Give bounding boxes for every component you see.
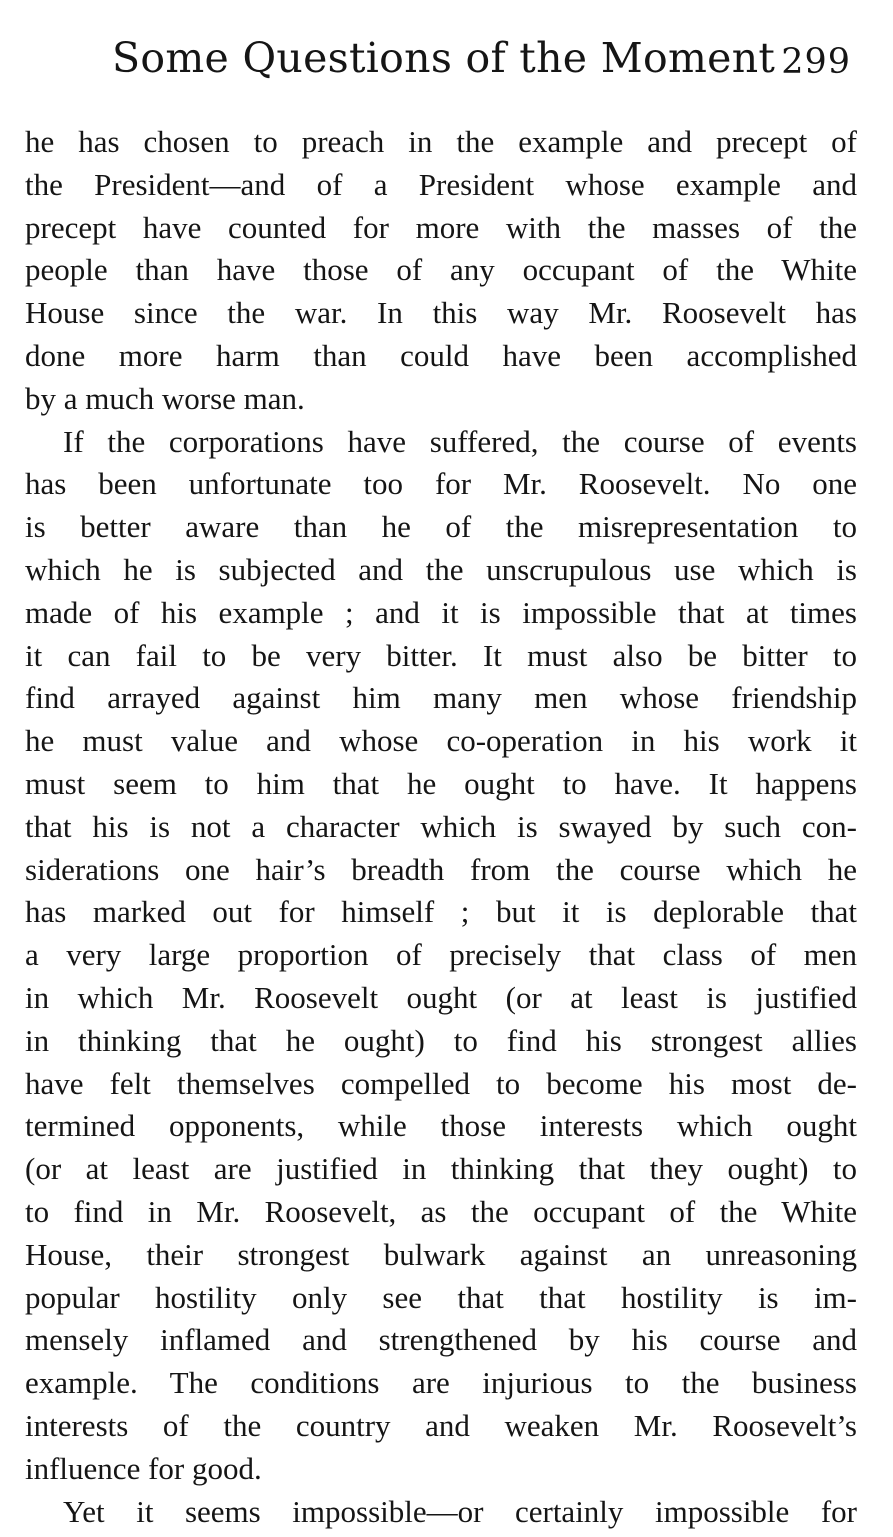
page-number: 299: [781, 42, 851, 82]
running-head: [112, 30, 857, 86]
text-line: it can fail to be very bitter. It must also be bitter to: [25, 637, 857, 673]
text-line: House since the war. In this way Mr. Roosevelt has: [25, 295, 857, 331]
text-line: mensely inflamed and strengthened by his course and: [25, 1322, 857, 1358]
text-line: in thinking that he ought) to find his strongest allies: [25, 1022, 857, 1058]
text-line: must seem to him that he ought to have. It happens: [25, 765, 857, 801]
text-line: by a much worse man.: [25, 380, 305, 416]
text-line: Yet it seems impossible—or certainly impossible for: [63, 1493, 857, 1529]
text-line: (or at least are justified in thinking that they ought) to: [25, 1151, 857, 1187]
text-line: which he is subjected and the unscrupulous use which is: [25, 551, 857, 587]
paragraph-2: [25, 421, 857, 1491]
text-line: to find in Mr. Roosevelt, as the occupant of the White: [25, 1193, 857, 1229]
text-line: have felt themselves compelled to become his most de-: [25, 1065, 857, 1101]
text-line: people than have those of any occupant of the White: [25, 252, 857, 288]
text-line: influence for good.: [25, 1450, 262, 1486]
text-line: he must value and whose co-operation in his work it: [25, 723, 857, 759]
text-line: If the corporations have suffered, the course of events: [63, 423, 857, 459]
text-line: House, their strongest bulwark against an unreasoning: [25, 1236, 857, 1272]
text-line: interests of the country and weaken Mr. Roosevelt’s: [25, 1407, 857, 1443]
text-line: precept have counted for more with the masses of the: [25, 209, 857, 245]
paragraph-1: [25, 121, 857, 421]
text-line: in which Mr. Roosevelt ought (or at least is justified: [25, 979, 857, 1015]
text-line: that his is not a character which is swayed by such con-: [25, 808, 857, 844]
text-line: termined opponents, while those interests which ought: [25, 1108, 857, 1144]
text-line: a very large proportion of precisely that class of men: [25, 937, 857, 973]
text-line: the President—and of a President whose example and: [25, 166, 857, 202]
body-text: [25, 121, 857, 1533]
text-line: siderations one hair’s breadth from the course which he: [25, 851, 857, 887]
text-line: has marked out for himself ; but it is deplorable that: [25, 894, 857, 930]
text-line: he has chosen to preach in the example and precept of: [25, 124, 857, 159]
paragraph-3: [25, 1491, 857, 1534]
text-line: made of his example ; and it is impossible that at times: [25, 594, 857, 630]
text-line: example. The conditions are injurious to the business: [25, 1365, 857, 1401]
text-line: has been unfortunate too for Mr. Roosevelt. No one: [25, 466, 857, 502]
text-line: done more harm than could have been accomplished: [25, 337, 857, 373]
text-line: find arrayed against him many men whose friendship: [25, 680, 857, 716]
running-title: Some Questions of the Moment: [112, 34, 776, 82]
text-line: popular hostility only see that that hostility is im-: [25, 1279, 857, 1315]
text-line: is better aware than he of the misrepresentation to: [25, 509, 857, 545]
